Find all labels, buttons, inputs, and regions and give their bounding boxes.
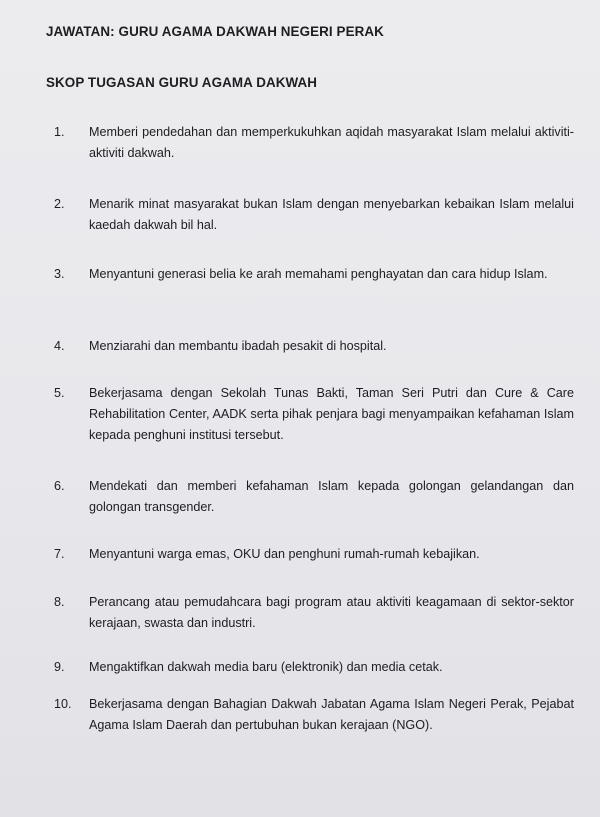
list-item-text: Menyantuni generasi belia ke arah memahami penghayatan dan cara hidup Islam. — [89, 267, 548, 281]
document-title: JAWATAN: GURU AGAMA DAKWAH NEGERI PERAK — [46, 24, 384, 39]
list-item-text: Bekerjasama dengan Bahagian Dakwah Jabatan Agama Islam Negeri Perak, Pejabat Agama Islam Daerah dan pertubuhan bukan kerajaan (NGO). — [89, 697, 574, 732]
list-item-text: Memberi pendedahan dan memperkukuhkan aqidah masyarakat Islam melalui aktiviti-aktiviti dakwah. — [89, 125, 574, 160]
list-item-text: Mengaktifkan dakwah media baru (elektronik) dan media cetak. — [89, 660, 443, 674]
list-item-text: Menyantuni warga emas, OKU dan penghuni rumah-rumah kebajikan. — [89, 547, 480, 561]
list-item — [54, 383, 574, 446]
list-item — [54, 336, 574, 357]
list-item-number: 9. — [54, 660, 65, 674]
list-item — [54, 544, 574, 565]
list-item-text: Perancang atau pemudahcara bagi program atau aktiviti keagamaan di sektor-sektor kerajaan, swasta dan industri. — [89, 595, 574, 630]
list-item — [54, 592, 574, 634]
list-item — [54, 657, 574, 678]
list-item-number: 7. — [54, 547, 65, 561]
list-item-number: 5. — [54, 386, 65, 400]
list-item — [54, 194, 574, 236]
list-item — [54, 694, 574, 736]
list-item-number: 10. — [54, 697, 72, 711]
list-item — [54, 476, 574, 518]
document-subtitle: SKOP TUGASAN GURU AGAMA DAKWAH — [46, 75, 318, 90]
list-item-number: 4. — [54, 339, 65, 353]
list-item — [54, 122, 574, 164]
list-item-text: Bekerjasama dengan Sekolah Tunas Bakti, Taman Seri Putri dan Cure & Care Rehabilitation Center, AADK serta pihak penjara bagi menyampaikan kefahaman Islam kepada penghuni institusi tersebut. — [89, 386, 574, 442]
list-item-number: 1. — [54, 125, 65, 139]
list-item-number: 8. — [54, 595, 65, 609]
list-item-text: Menarik minat masyarakat bukan Islam dengan menyebarkan kebaikan Islam melalui kaedah dakwah bil hal. — [89, 197, 574, 232]
list-item — [54, 264, 574, 285]
list-item-text: Mendekati dan memberi kefahaman Islam kepada golongan gelandangan dan golongan transgender. — [89, 479, 574, 514]
list-item-number: 3. — [54, 267, 65, 281]
list-item-number: 6. — [54, 479, 65, 493]
list-item-number: 2. — [54, 197, 65, 211]
list-item-text: Menziarahi dan membantu ibadah pesakit di hospital. — [89, 339, 387, 353]
